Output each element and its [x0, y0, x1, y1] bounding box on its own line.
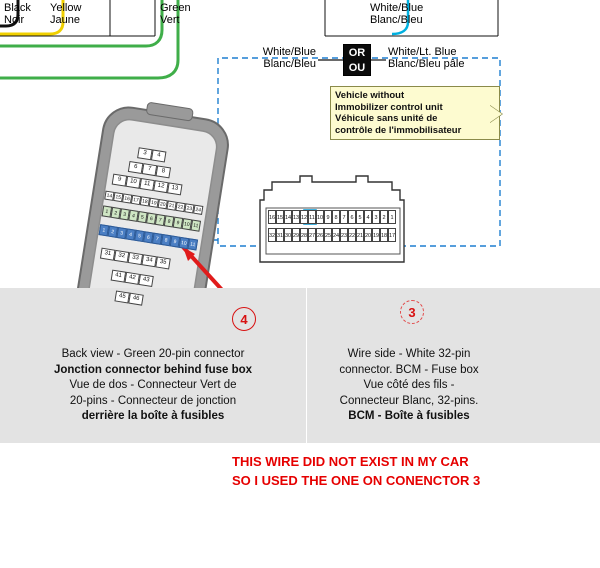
- green-pin: 3: [137, 147, 153, 160]
- blue-pin: 3: [116, 227, 127, 239]
- green-pin: 33: [128, 252, 144, 265]
- green-pin: 10: [125, 176, 141, 189]
- wire-label-black-en: Black: [4, 2, 31, 14]
- green-pin: 1: [102, 205, 113, 217]
- green-pin-row-2: [128, 161, 171, 178]
- white-caption-line-4: Connecteur Blanc, 32-pins.: [339, 394, 479, 407]
- blue-pin: 8: [161, 234, 172, 246]
- blue-pin: 6: [143, 231, 154, 243]
- white-caption-line-2: connector. BCM - Fuse box: [339, 363, 479, 376]
- green-pin: 20: [158, 199, 168, 209]
- white-pin-row-bottom: [268, 228, 396, 242]
- green-caption-line-2: Jonction connector behind fuse box: [53, 363, 253, 376]
- green-pin: 2: [110, 207, 121, 219]
- green-pin: 45: [114, 290, 130, 303]
- blue-pin: 11: [187, 238, 198, 250]
- wire-label-white-lt-blue-fr: Blanc/Bleu pâle: [388, 58, 465, 70]
- white-pin: 6: [348, 210, 356, 224]
- green-pin: 41: [111, 270, 127, 283]
- white-caption-line-3: Vue côté des fils -: [363, 379, 455, 391]
- note-line-3: Véhicule sans unité de: [335, 113, 438, 124]
- white-pin: 7: [340, 210, 348, 224]
- wire-label-white-blue-top-en: White/Blue: [370, 2, 424, 14]
- green-pin: 15: [113, 192, 123, 202]
- white-pin: 30: [284, 228, 292, 242]
- white-caption-line-1: Wire side - White 32-pin: [347, 348, 471, 360]
- white-pin: 5: [356, 210, 364, 224]
- white-pin: 28: [300, 228, 308, 242]
- note-line-1: Vehicle without: [335, 90, 405, 101]
- white-pin: 19: [372, 228, 380, 242]
- blue-pin: 4: [125, 228, 136, 240]
- green-pin-row-9: [114, 290, 143, 305]
- white-pin: 9: [324, 210, 332, 224]
- green-caption-line-4: 20-pins - Connecteur de jonction: [69, 394, 237, 407]
- green-pin: 32: [114, 250, 130, 263]
- white-connector-caption: [310, 347, 508, 425]
- green-pin: 43: [138, 274, 154, 287]
- green-caption-line-1: Back view - Green 20-pin connector: [61, 348, 245, 360]
- white-pin: 10: [316, 210, 324, 224]
- green-pin: 9: [173, 217, 184, 229]
- green-pin: 3: [119, 208, 130, 220]
- white-pin: 21: [356, 228, 364, 242]
- green-pin: 17: [131, 195, 141, 205]
- green-caption-line-5: derrière la boîte à fusibles: [81, 410, 225, 422]
- wire-label-black-fr: Noir: [4, 14, 25, 26]
- green-pin: 4: [151, 149, 167, 162]
- white-pin-row-top: [268, 210, 396, 224]
- green-pin: 21: [166, 200, 176, 210]
- white-pin: 4: [364, 210, 372, 224]
- green-pin: 46: [128, 293, 144, 306]
- callout-4-number: 4: [240, 311, 248, 327]
- callout-4: [232, 307, 256, 331]
- wire-label-white-blue-fr: Blanc/Bleu: [263, 58, 316, 70]
- white-pin: 31: [276, 228, 284, 242]
- green-pin: 12: [153, 180, 169, 193]
- green-pin: 6: [128, 161, 144, 174]
- blue-pin: 2: [107, 226, 118, 238]
- or-label: OR: [348, 47, 366, 59]
- note-line-4: contrôle de l'immobilisateur: [335, 124, 462, 136]
- green-pin: 7: [155, 214, 166, 226]
- red-annotation-line-1: THIS WIRE DID NOT EXIST IN MY CAR: [232, 454, 469, 469]
- blue-pin: 7: [152, 233, 163, 245]
- green-pin: 42: [124, 272, 140, 285]
- wire-label-black: [4, 2, 31, 26]
- green-pin: 10: [182, 218, 193, 230]
- green-pin-row-7: [100, 248, 171, 270]
- green-pin: 18: [140, 196, 150, 206]
- white-pin: 20: [364, 228, 372, 242]
- green-pin: 5: [137, 211, 148, 223]
- green-pin: 14: [104, 191, 114, 201]
- white-pin-highlighted: 14: [284, 210, 292, 224]
- white-pin: 23: [340, 228, 348, 242]
- green-pin: 7: [142, 163, 158, 176]
- red-annotation-line-2: SO I USED THE ONE ON CONENCTOR 3: [232, 473, 481, 488]
- green-pin: 11: [139, 178, 155, 191]
- white-pin: 2: [380, 210, 388, 224]
- wire-label-yellow-en: Yellow: [50, 2, 82, 14]
- white-pin: 1: [388, 210, 396, 224]
- white-pin: 24: [332, 228, 340, 242]
- wire-label-white-blue-top-fr: Blanc/Bleu: [370, 14, 423, 26]
- white-pin: 18: [380, 228, 388, 242]
- white-pin: 3: [372, 210, 380, 224]
- blue-pin: 5: [134, 230, 145, 242]
- green-pin: 4: [128, 210, 139, 222]
- white-pin: 15: [276, 210, 284, 224]
- wire-label-white-blue-top: [370, 2, 423, 26]
- white-pin: 25: [324, 228, 332, 242]
- wire-label-white-lt-blue-en: White/Lt. Blue: [388, 46, 457, 58]
- ou-label: OU: [348, 62, 366, 74]
- wire-label-green-fr: Vert: [160, 14, 180, 26]
- green-pin-row-3: [112, 174, 183, 196]
- wire-label-white-blue-en: White/Blue: [262, 46, 316, 58]
- wire-label-yellow-fr: Jaune: [50, 14, 80, 26]
- blue-pin: 10: [179, 237, 190, 249]
- green-connector-caption: [10, 347, 296, 425]
- white-caption-line-5: BCM - Boîte à fusibles: [348, 410, 470, 422]
- white-pin: 17: [388, 228, 396, 242]
- green-pin: 8: [155, 165, 171, 178]
- green-pin: 22: [175, 202, 185, 212]
- blue-pin: 1: [99, 224, 110, 236]
- callout-3: [400, 300, 424, 324]
- green-pin: 11: [190, 219, 201, 231]
- white-pin: 13: [292, 210, 300, 224]
- red-annotation: [232, 452, 592, 490]
- green-pin: 16: [122, 193, 132, 203]
- callout-3-number: 3: [408, 304, 416, 320]
- note-line-2: Immobilizer control unit: [335, 101, 443, 113]
- green-pin: 35: [155, 256, 171, 269]
- white-pin: 27: [308, 228, 316, 242]
- green-pin: 19: [149, 198, 159, 208]
- green-pin: 23: [184, 203, 194, 213]
- blue-pin: 9: [170, 235, 181, 247]
- white-pin: 26: [316, 228, 324, 242]
- green-pin: 8: [164, 215, 175, 227]
- wire-label-green-en: Green: [160, 2, 191, 14]
- green-pin: 31: [100, 248, 116, 261]
- white-pin: 16: [268, 210, 276, 224]
- green-pin-row-1: [137, 147, 166, 162]
- green-pin: 6: [146, 212, 157, 224]
- green-caption-line-3: Vue de dos - Connecteur Vert de: [69, 379, 237, 391]
- green-pin: 24: [193, 205, 203, 215]
- white-pin: 32: [268, 228, 276, 242]
- green-pin: 9: [112, 174, 128, 187]
- green-pin: 13: [167, 182, 183, 195]
- white-pin: 11: [308, 210, 316, 224]
- green-pin: 34: [141, 254, 157, 267]
- white-pin: 29: [292, 228, 300, 242]
- white-pin: 12: [300, 210, 308, 224]
- green-pin-row-8: [111, 270, 154, 287]
- white-pin: 8: [332, 210, 340, 224]
- white-pin: 22: [348, 228, 356, 242]
